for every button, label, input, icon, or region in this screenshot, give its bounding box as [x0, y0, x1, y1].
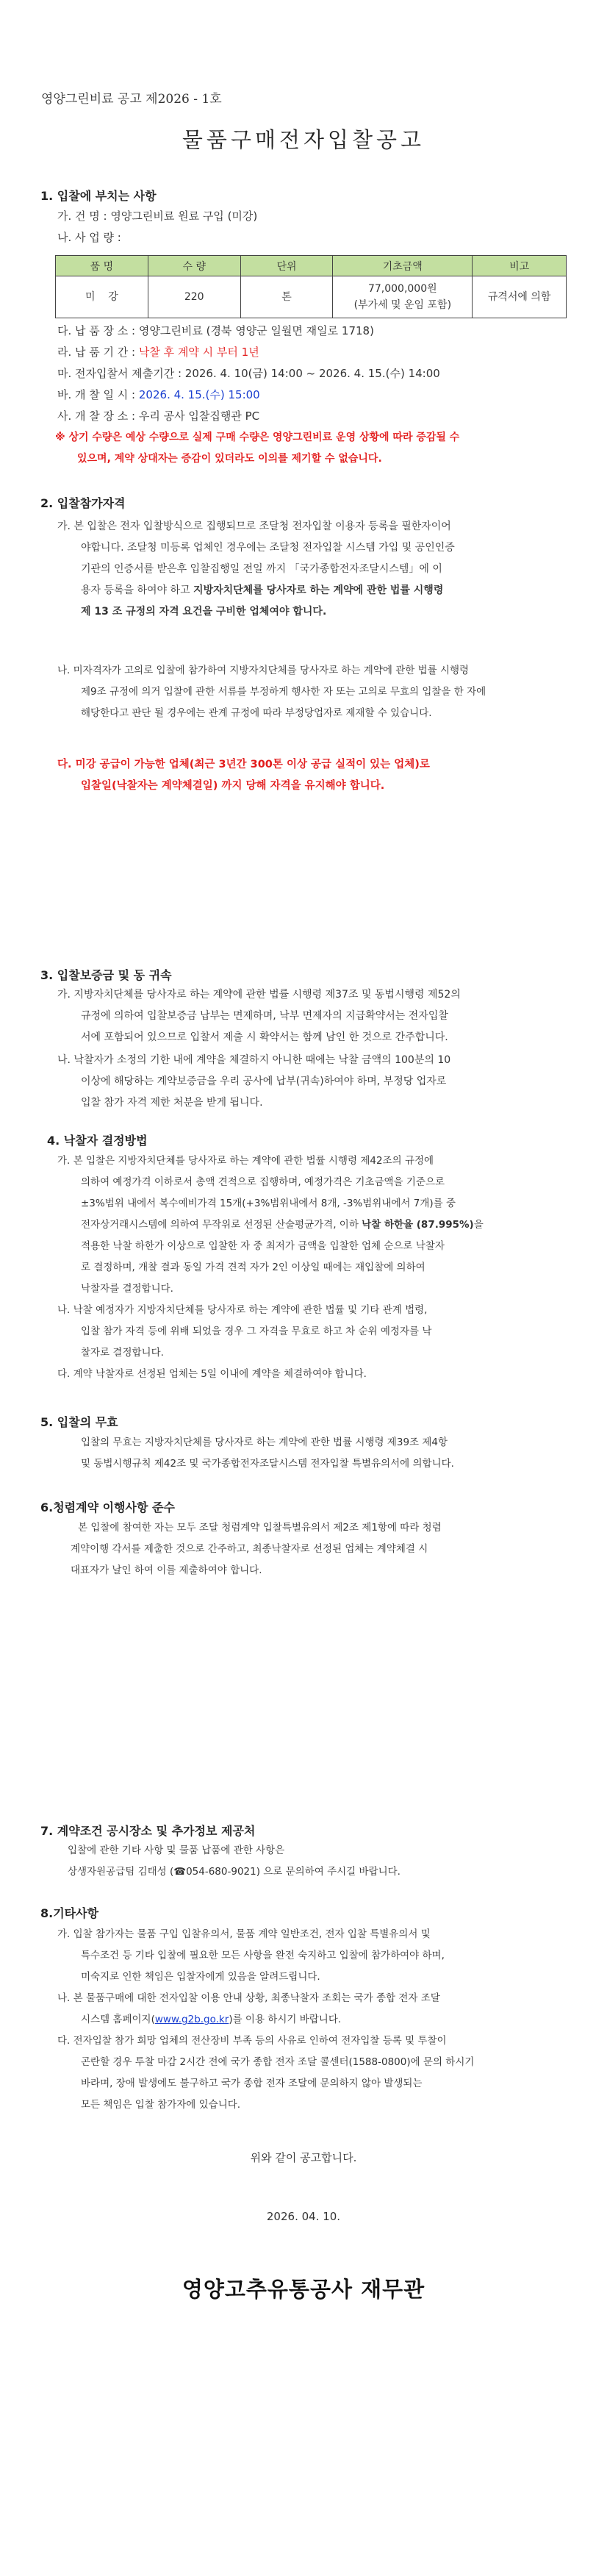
g2b-link[interactable]: www.g2b.go.kr — [154, 2014, 229, 2025]
section-3-na: 나. 낙찰자가 소정의 기한 내에 계약을 체결하지 아니한 때에는 낙찰 금액의 100분의 10 이상에 해당하는 계약보증금을 우리 공사에 납부(귀속)하여야 하며, 부정당 업자로 입찰 참가 자격 제한 처분을 받게 됩니다. — [57, 1054, 451, 1109]
section-2-ga: 가. 본 입찰은 전자 입찰방식으로 집행되므로 조달청 전자입찰 이용자 등록을 필한자이어 야합니다. 조달청 미등록 업체인 경우에는 조달청 전자입찰 시스템 가입 및 공인인증 기관의 인증서를 받은후 입찰집행일 전일 까지 「국가종합전자조달시스템」에 이 용자 등록을 하여야 하고 지방자치단체를 당사자로 하는 계약에 관한 법률 시행령 제 13 조 규정의 자격 요건을 구비한 업체여야 합니다. — [57, 520, 455, 618]
item-note-cell: 규격서에 의함 — [473, 276, 567, 318]
section-4-na: 나. 낙찰 예정자가 지방자치단체를 당사자로 하는 계약에 관한 법률 및 기타 관계 법령, 입찰 참가 자격 등에 위배 되었을 경우 그 자격을 무효로 하고 차 순위 예정자를 낙 찰자로 결정합니다. — [57, 1304, 432, 1359]
section-2-da: 다. 미강 공급이 가능한 업체(최근 3년간 300톤 이상 공급 실적이 있는 업체)로 입찰일(낙찰자는 계약체결일) 까지 당해 자격을 유지해야 합니다. — [57, 759, 430, 792]
section-7-body: 입찰에 관한 기타 사항 및 물품 납품에 관한 사항은 상생자원공급팀 김태성 (☎054-680-9021) 으로 문의하여 주시길 바랍니다. — [68, 1845, 401, 1878]
section-8-ga: 가. 입찰 참가자는 물품 구입 입찰유의서, 물품 계약 일반조건, 전자 입찰 특별유의서 및 특수조건 등 기타 입찰에 필요한 모든 사항을 완전 숙지하고 입찰에 참가하여야 하며, 미숙지로 인한 책임은 입찰자에게 있음을 알려드립니다. — [57, 1928, 445, 1983]
section-4-ga: 가. 본 입찰은 지방자치단체를 당사자로 하는 계약에 관한 법률 시행령 제42조의 규정에 의하여 예정가격 이하로서 총액 견적으로 집행하며, 예정가격은 기초금액을 기준으로 ±3%범위 내에서 복수예비가격 15개(+3%범위내에서 8개, -3%범위내에서 7개)를 중 전자상거래시스템에 의하여 무작위로 선정된 산술평균가격, 이하 낙찰 하한율 (87.995%)을 적용한 낙찰 하한가 이상으로 입찰한 자 중 최저가 금액을 입찰한 업체 순으로 낙찰자 로 결정하며, 개찰 결과 동일 가격 견적 자가 2인 이상일 때에는 재입찰에 의하여 낙찰자를 결정합니다. — [57, 1155, 484, 1295]
item-name: 가. 건 명 : 영양그린비료 원료 구입 (미강) — [57, 210, 258, 223]
section-8-heading: 8.기타사항 — [40, 1906, 99, 1920]
section-3-heading: 3. 입찰보증금 및 동 귀속 — [40, 968, 172, 982]
section-4-da: 다. 계약 낙찰자로 선정된 업체는 5일 이내에 계약을 체결하여야 합니다. — [57, 1368, 367, 1380]
table-header-price: 기초금액 — [333, 256, 473, 276]
closing-text: 위와 같이 공고합니다. — [250, 2151, 357, 2164]
notice-title: 물품구매전자입찰공고 — [182, 127, 425, 152]
table-row — [56, 276, 567, 318]
issuing-organization: 영양고추유통공사 재무관 — [182, 2277, 425, 2302]
section-8-na: 나. 본 물품구매에 대한 전자입찰 이용 안내 상황, 최종낙찰자 조회는 국가 종합 전자 조달 시스템 홈페이지(www.g2b.go.kr)를 이용 하시기 바랍니다. — [57, 1992, 440, 2025]
delivery-period-value: 낙찰 후 계약 시 부터 1년 — [138, 346, 259, 359]
section-6-heading: 6.청렴계약 이행사항 준수 — [40, 1500, 175, 1514]
section-3-ga: 가. 지방자치단체를 당사자로 하는 계약에 관한 법률 시행령 제37조 및 동법시행령 제52의 규정에 의하여 입찰보증금 납부는 면제하며, 낙부 면제자의 지급확약서는 전자입찰 서에 포함되어 있으므로 입찰서 제출 시 확약서는 함께 남인 한 것으로 간주합니다. — [57, 989, 461, 1043]
section-5-body: 입찰의 무효는 지방자치단체를 당사자로 하는 계약에 관한 법률 시행령 제39조 제4항 및 동법시행규칙 제42조 및 국가종합전자조달시스템 전자입찰 특별유의서에 의합니다. — [81, 1437, 454, 1470]
section-8-da: 다. 전자입찰 참가 희망 업체의 전산장비 부족 등의 사유로 인하여 전자입찰 등록 및 투찰이 곤란할 경우 투찰 마감 2시간 전에 국가 종합 전자 조달 콜센터(1588-0800)에 문의 하시기 바라며, 장애 발생에도 불구하고 국가 종합 전자 조달에 문의하지 않아 발생되는 모든 책임은 입찰 참가자에 있습니다. — [57, 2035, 475, 2111]
item-price-note: (부가세 및 운임 포함) — [353, 299, 452, 311]
delivery-period: 라. 납 품 기 간 : 낙찰 후 계약 시 부터 1년 — [57, 346, 259, 359]
section-5-heading: 5. 입찰의 무효 — [40, 1415, 118, 1429]
items-table — [55, 255, 567, 318]
notice-number: 영양그린비료 공고 제2026 - 1호 — [41, 92, 222, 107]
section-2-heading: 2. 입찰참가자격 — [40, 496, 126, 510]
table-header-name: 품 명 — [56, 256, 148, 276]
item-qty-cell: 220 — [148, 276, 240, 318]
section-1-heading: 1. 입찰에 부치는 사항 — [40, 189, 157, 203]
item-price-cell — [333, 276, 473, 318]
table-header-qty: 수 량 — [148, 256, 240, 276]
delivery-place: 다. 납 품 장 소 : 영양그린비료 (경북 영양군 일월면 재일로 1718) — [57, 324, 374, 337]
table-header-note: 비고 — [473, 256, 567, 276]
closing-date: 2026. 04. 10. — [266, 2210, 341, 2223]
open-datetime-value: 2026. 4. 15.(수) 15:00 — [138, 388, 260, 401]
table-header-unit: 단위 — [240, 256, 333, 276]
item-name-cell: 미 강 — [56, 276, 148, 318]
section-4-heading: 4. 낙찰자 결정방법 — [47, 1134, 148, 1148]
section-1-details — [57, 321, 440, 427]
item-unit-cell: 톤 — [240, 276, 333, 318]
quantity-warning: ※ 상기 수량은 예상 수량으로 실제 구매 수량은 영양그린비료 운영 상황에 따라 증감될 수 있으며, 계약 상대자는 증감이 있더라도 이의를 제기할 수 없습니다. — [55, 432, 460, 465]
submit-period: 마. 전자입찰서 제출기간 : 2026. 4. 10(금) 14:00 ~ 2026. 4. 15.(수) 14:00 — [57, 367, 440, 380]
open-place: 사. 개 찰 장 소 : 우리 공사 입찰집행관 PC — [57, 409, 260, 423]
section-2-na: 나. 미자격자가 고의로 입찰에 참가하여 지방자치단체를 당사자로 하는 계약에 관한 법률 시행령 제9조 규정에 의거 입찰에 관한 서류를 부정하게 행사한 자 또는 고의로 무효의 입찰을 한 자에 해당한다고 판단 될 경우에는 관계 규정에 따라 부정당업자로 제재할 수 있습니다. — [57, 665, 486, 719]
section-7-heading: 7. 계약조건 공시장소 및 추가정보 제공처 — [40, 1824, 256, 1838]
item-list-label: 나. 사 업 량 : — [57, 231, 121, 244]
open-datetime: 바. 개 찰 일 시 : 2026. 4. 15.(수) 15:00 — [57, 388, 260, 401]
section-6-body: 본 입찰에 참여한 자는 모두 조달 청렴계약 입찰특별유의서 제2조 제1항에 따라 청렴 계약이행 각서를 제출한 것으로 간주하고, 최종낙찰자로 선정된 업체는 계약체결 시 대표자가 날인 하여 이를 제출하여야 합니다. — [71, 1522, 442, 1576]
item-price: 77,000,000원 — [367, 283, 437, 295]
